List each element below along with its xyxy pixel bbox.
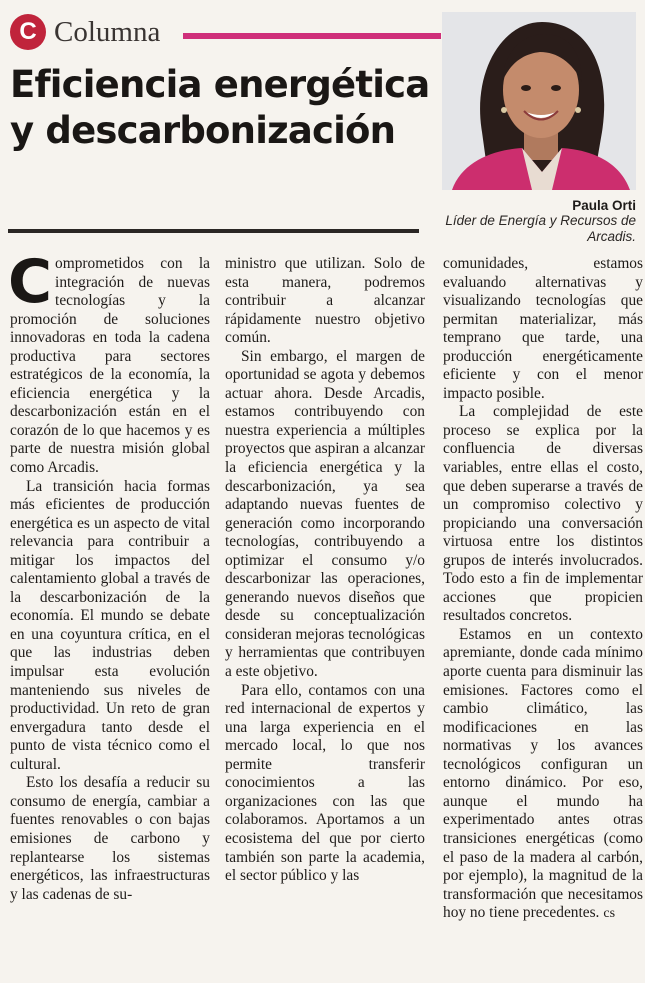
paragraph: ministro que utilizan. Solo de esta manera, podremos contribuir a alcanzar rápidamente nuestro objetivo común. [225,255,425,347]
drop-cap: C [8,247,53,317]
author-role: Líder de Energía y Recursos de Arcadis. [445,213,636,244]
article-column-3 [443,255,643,924]
author-name: Paula Orti [572,198,636,213]
paragraph: Para ello, contamos con una red internacional de expertos y una larga experiencia en el mercado local, lo que nos permite transferir conocimientos a las organizaciones con las que colaboramos. Aportamos a un ecosistema del que por cierto también son parte la academia, el sector público y las [225,681,425,885]
paragraph: La transición hacia formas más eficientes de producción energética es un aspecto de vital relevancia para contribuir a mitigar los impactos del calentamiento global a través de la descarbonización de la economía. El mundo se debate en una coyuntura crítica, en el que las industrias deben impulsar esta evolución manteniendo sus niveles de productividad. Un reto de gran envergadura tanto desde el punto de vista técnico como el cultural. [10,477,210,773]
paragraph [8,247,210,478]
article-column-1 [8,247,210,904]
paragraph [443,626,643,924]
paragraph: La complejidad de este proceso se explica por la confluencia de diversas variables, entre ellas el costo, que deben superarse a través de un compromiso colectivo y propiciando una conversación virtuosa entre los distintos grupos de interés involucrados. Todo esto a fin de implementar acciones que propicien resultados concretos. [443,403,643,625]
headline: Eficiencia energética y descarbonización [10,63,430,152]
column-badge-icon: C [10,14,46,50]
paragraph: Esto los desafía a reducir su consumo de energía, cambiar a fuentes renovables o con bajas emisiones de carbono y replantearse los sistemas energéticos, las infraestructuras y las cadenas de su- [10,774,210,903]
author-photo [442,12,636,190]
paragraph: Sin embargo, el margen de oportunidad se agota y debemos actuar ahora. Desde Arcadis, estamos contribuyendo con nuestra experiencia a múltiples proyectos que aspiran a alcanzar la eficiencia energética y la descarbonización, ya sea adaptando nuevas fuentes de generación como incorporando tecnologías, contribuyendo a optimizar el consumo y/o descarbonizar las operaciones, generando nuevos diseños que desde su conceptualización consideran mejoras tecnológicas y herramientas que contribuyen a este objetivo. [225,347,426,681]
paragraph-text: Estamos en un contexto apremiante, donde cada mínimo aporte cuenta para disminuir las emisiones. Factores como el cambio climático, las modificaciones en las normativas y los avances tecnológicos configuran un entorno dinámico. Por eso, aunque el mundo ha experimentado antes otras transiciones energéticas (como el paso de la madera al carbón, por ejemplo), la magnitud de la transformación que necesitamos hoy no tiene precedentes. [443,625,643,922]
paragraph: comunidades, estamos evaluando alternativas y visualizando tecnologías que permitan materializar, más temprano que tarde, una producción energéticamente eficiente y con el menor impacto posible. [443,255,643,402]
section-label: Columna [54,16,161,48]
paragraph-text: omprometidos con la integración de nuevas tecnologías y la promoción de soluciones innovadoras en toda la cadena productiva para sectores estratégicos de la economía, la eficiencia energética y la descarbonización están en el corazón de lo que hacemos y es parte de nuestra misión global como Arcadis. [10,255,210,477]
end-mark-icon: cs [603,906,616,922]
section-divider [183,33,441,39]
article-column-2 [225,255,425,886]
headline-divider [8,229,419,233]
